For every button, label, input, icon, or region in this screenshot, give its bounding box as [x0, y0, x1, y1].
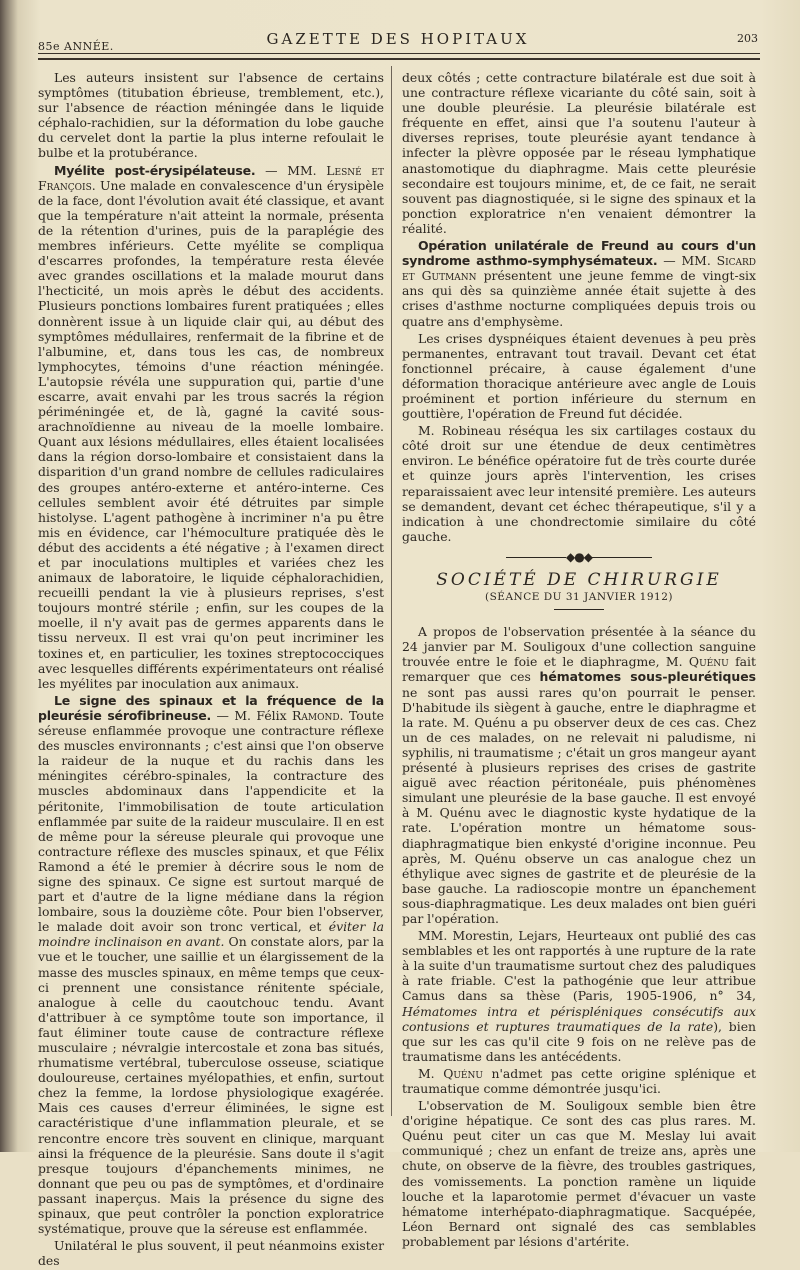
paragraph-text: ne sont pas aussi rares qu'on pourrait le penser. D'habitude ils siègent à gauche, entre le diaphragme et la rate. M. Quénu a pu observer deux de ces cas. Chez un de ces malades, on ne relevait ni paludisme, ni syphilis, ni traumatisme ; c'était un gros mangeur ayant présenté à plusieurs reprises des crises de gastrite aiguë avec réaction péritonéale, puis phénomènes simulant une pleurésie de la base gauche. Il est envoyé à M. Quénu avec le diagnostic kyste hydatique de la rate. L'opération montre un hématome sous-diaphragmatique bien enkysté d'origine inconnue. Peu après, M. Quénu observe un cas analogue chez un éthylique avec signes de gastrite et de pleurésie de la base gauche. La radioscopie montre un épanchement sous-diaphragmatique. Les deux malades ont bien guéri par l'opération. — [402, 684, 756, 926]
paragraph-text: On constate alors, par la vue et le toucher, une saillie et un élargissement de la masse des muscles spinaux, en même temps que ceux-ci prennent une consistance rénitente spéciale, analogue à celle du caoutchouc tendu. Avant d'attribuer à ce symptôme toute son importance, il faut éliminer toute cause de contracture réflexe musculaire ; névralgie intercostale et zona bas situés, rhumatisme vertébral, tuberculose osseuse, sciatique douloureuse, certaines myélopathies, et enfin, surtout chez la femme, la lordose physiologique exagérée. Mais ces causes d'erreur éliminées, le signe est caractéristique d'une inflammation pleurale, et se rencontre encore très souvent en clinique, marquant ainsi la fréquence de la pleurésie. Sans doute il s'agit presque toujours d'épanchements minimes, ne donnant que peu ou pas de symptômes, et d'ordinaire passant inaperçus. Mais la présence du signe des spinaux, que peut contrôler la ponction exploratrice systématique, prouve que la séreuse est enflammée. — [38, 934, 385, 1237]
paragraph: L'observation de M. Souligoux semble bien être d'origine hépatique. Ce sont des cas plus rares. M. Quénu peut citer un cas que M. Meslay lui avait communiqué ; chez un enfant de treize ans, après une chute, on observe de la fièvre, des troubles gastriques, des vomissements. La ponction ramène un liquide louche et la laparotomie permet d'évacuer un vaste hématome interhépato-diaphragmatique. Sacquépée, Léon Bernard ont signalé des cas semblables probablement par lésions d'artérite. — [402, 1098, 756, 1249]
right-column — [402, 70, 756, 1251]
bold-term: hématomes sous-pleurétiques — [539, 669, 756, 685]
dash: — MM. — [657, 253, 717, 269]
section-freund — [402, 238, 756, 329]
volume-label: 85e ANNÉE. — [38, 40, 114, 53]
paragraph-text: n'admet pas cette origine splénique et traumatique comme démontrée jusqu'ici. — [402, 1065, 756, 1096]
header-rule-thick — [38, 58, 760, 60]
paragraph-text: M. — [418, 1065, 444, 1081]
dash: — M. Félix — [211, 707, 293, 723]
dash: — MM. — [255, 162, 327, 178]
section-spinaux — [38, 693, 384, 1236]
left-column — [38, 70, 384, 1270]
authors: Sicard et Gutmann — [402, 253, 756, 284]
italic-text: éviter la moindre inclinaison en avant. — [38, 919, 384, 950]
paragraph — [402, 928, 756, 1064]
paragraph-text: A propos de l'observation présentée à la séance du 24 janvier par M. Souligoux d'une collection sanguine trouvée entre le foie et le diaphragme, M. — [402, 624, 756, 670]
paragraph-text: Toute séreuse enflammée provoque une contracture réflexe des muscles environnants ; c'est ainsi que l'on observe la raideur de la nuque et du rachis dans les méningites cérébro-spinales, la contracture des muscles abdominaux dans l'appendicite et la péritonite, l'immobilisation de toute articulation enflammée par suite de la raideur musculaire. Il en est de même pour la séreuse pleurale qui provoque une contracture réflexe des muscles spinaux, et que Félix Ramond a été le premier à décrire sous le nom de signe des spinaux. Ce signe est surtout marqué de part et d'autre de la ligne médiane dans la région lombaire, sous la douzième côte. Pour bien l'observer, le malade doit avoir son tronc vertical, et — [38, 707, 385, 935]
paragraph-text: MM. Morestin, Lejars, Heurteaux ont publié des cas semblables et les ont rapportés à une rupture de la rate à la suite d'un traumatisme surtout chez des paludiques à rate friable. C'est la pathogénie que leur attribue Camus dans sa thèse (Paris, 1905-1906, n° 34, — [402, 928, 756, 1004]
paragraph: M. Robineau réséqua les six cartilages costaux du côté droit sur une étendue de deux centimètres environ. Le bénéfice opératoire fut de très courte durée et quinze jours après l'intervention, les crises reparaissaient avec leur intensité première. Les auteurs se demandent, devant cet échec thérapeutique, s'il y a indication à une chondrectomie similaire du côté gauche. — [402, 423, 756, 544]
section-heading: Le signe des spinaux et la fréquence de la pleurésie sérofibrineuse. — [38, 692, 384, 723]
short-rule — [554, 609, 604, 610]
journal-title: GAZETTE DES HOPITAUX — [266, 30, 530, 48]
paragraph-text: Une malade en convalescence d'un érysipèle de la face, dont l'évolution avait été classique, et avant que la température n'ait atteint la normale, présenta de la rétention d'urines, puis de la paraplégie des membres inférieurs. Cette myélite se compliqua d'escarres profondes, la température resta élevée avec grandes oscillations et la malade mourut dans l'hecticité, un mois après le début des accidents. Plusieurs ponctions lombaires furent pratiquées ; elles donnèrent issue à un liquide clair qui, au début des symptômes médullaires, renfermait de la fibrine et de l'albumine, et, dans tous les cas, de nombreux lymphocytes, témoins d'une réaction méningée. L'autopsie révéla une suppuration qui, partie d'une escarre, avait envahi par les trous sacrés la région périméningée et, de là, gagné la cavité sous-arachnoïdienne au niveau de la moelle lombaire. Quant aux lésions médullaires, elles étaient localisées dans la région dorso-lombaire et consistaient dans la disparition d'un grand nombre de cellules radiculaires des groupes antéro-externe et antéro-interne. Ces cellules semblent avoir été détruites par simple histolyse. L'agent pathogène à incriminer n'a pu être mis en évidence, car l'hémoculture pratiquée dès le début des accidents a été négative ; à l'examen direct et par inoculations multiples et variées chez les animaux de laboratoire, le liquide céphalorachidien, recueilli pendant la vie à plusieurs reprises, s'est toujours montré stérile ; enfin, sur les coupes de la moelle, il n'y avait pas de germes apparents dans le tissu nerveux. Il est vrai qu'on peut incriminer les toxines et, en particulier, les toxines streptococciques avec lesquelles différents expérimentateurs ont réalisé les myélites par inoculation aux animaux. — [38, 177, 384, 691]
paragraph-text: présentent une jeune femme de vingt-six ans qui dès sa quinzième année était sujette à des crises d'asthme nocturne compliquées depuis trois ou quatre ans d'emphysème. — [402, 268, 756, 329]
section-heading: Opération unilatérale de Freund au cours d'un syndrome asthmo-symphysémateux. — [402, 238, 756, 269]
paragraph: Unilatéral le plus souvent, il peut néanmoins exister des — [38, 1238, 384, 1269]
italic-text: Hématomes intra et périspléniques consécutifs aux contusions et ruptures traumatiques de la rate — [402, 1003, 756, 1034]
section-heading: Myélite post-érysipélateuse. — [54, 162, 256, 178]
author-name: Quénu — [688, 654, 729, 670]
paragraph-text: fait remarquer que ces — [402, 654, 756, 685]
page-number: 203 — [737, 32, 758, 45]
paragraph — [402, 624, 756, 926]
paragraph: Les crises dyspnéiques étaient devenues à peu près permanentes, entravant tout travail. Devant cet état fonctionnel précaire, à cause également d'une déformation thoracique antérieure avec angle de Louis proéminent et portion inférieure du sternum en gouttière, l'opération de Freund fut décidée. — [402, 330, 756, 422]
column-divider — [391, 66, 392, 1116]
ornament-divider: ◆●◆ — [402, 550, 756, 565]
paragraph — [402, 1066, 756, 1096]
authors: Ramond. — [292, 707, 344, 723]
header-rule — [38, 53, 760, 54]
society-title: SOCIÉTÉ DE CHIRURGIE — [436, 570, 722, 590]
paragraph-text: ), bien que sur les cas qu'il cite 9 fois on ne relève pas de traumatisme dans les antécédents. — [402, 1018, 757, 1064]
authors: Lesné et François. — [38, 162, 384, 193]
paragraph: Les auteurs insistent sur l'absence de certains symptômes (titubation ébrieuse, tremblement, etc.), sur l'absence de réaction méningée dans le liquide céphalo-rachidien, sur la déformation du lobe gauche du cervelet dont la partie la plus interne refoulait le bulbe et la protubérance. — [38, 70, 384, 161]
section-myelite — [38, 163, 384, 691]
session-date: (SÉANCE DU 31 JANVIER 1912) — [484, 591, 673, 604]
author-name: Quénu — [443, 1065, 483, 1081]
paragraph: deux côtés ; cette contracture bilatérale est due soit à une contracture réflexe vicariante du côté sain, soit à une double pleurésie. La pleurésie bilatérale est fréquente en effet, ainsi que l'a soutenu l'auteur à diverses reprises, toute pleurésie ayant tendance à infecter la plèvre opposée par le réseau lymphatique anastomotique du diaphragme. Mais cette pleurésie secondaire est toujours minime, et, de ce fait, ne serait souvent pas diagnostiquée, si le signe des spinaux et la ponction exploratrice n'en venaient démontrer la réalité. — [402, 70, 756, 236]
